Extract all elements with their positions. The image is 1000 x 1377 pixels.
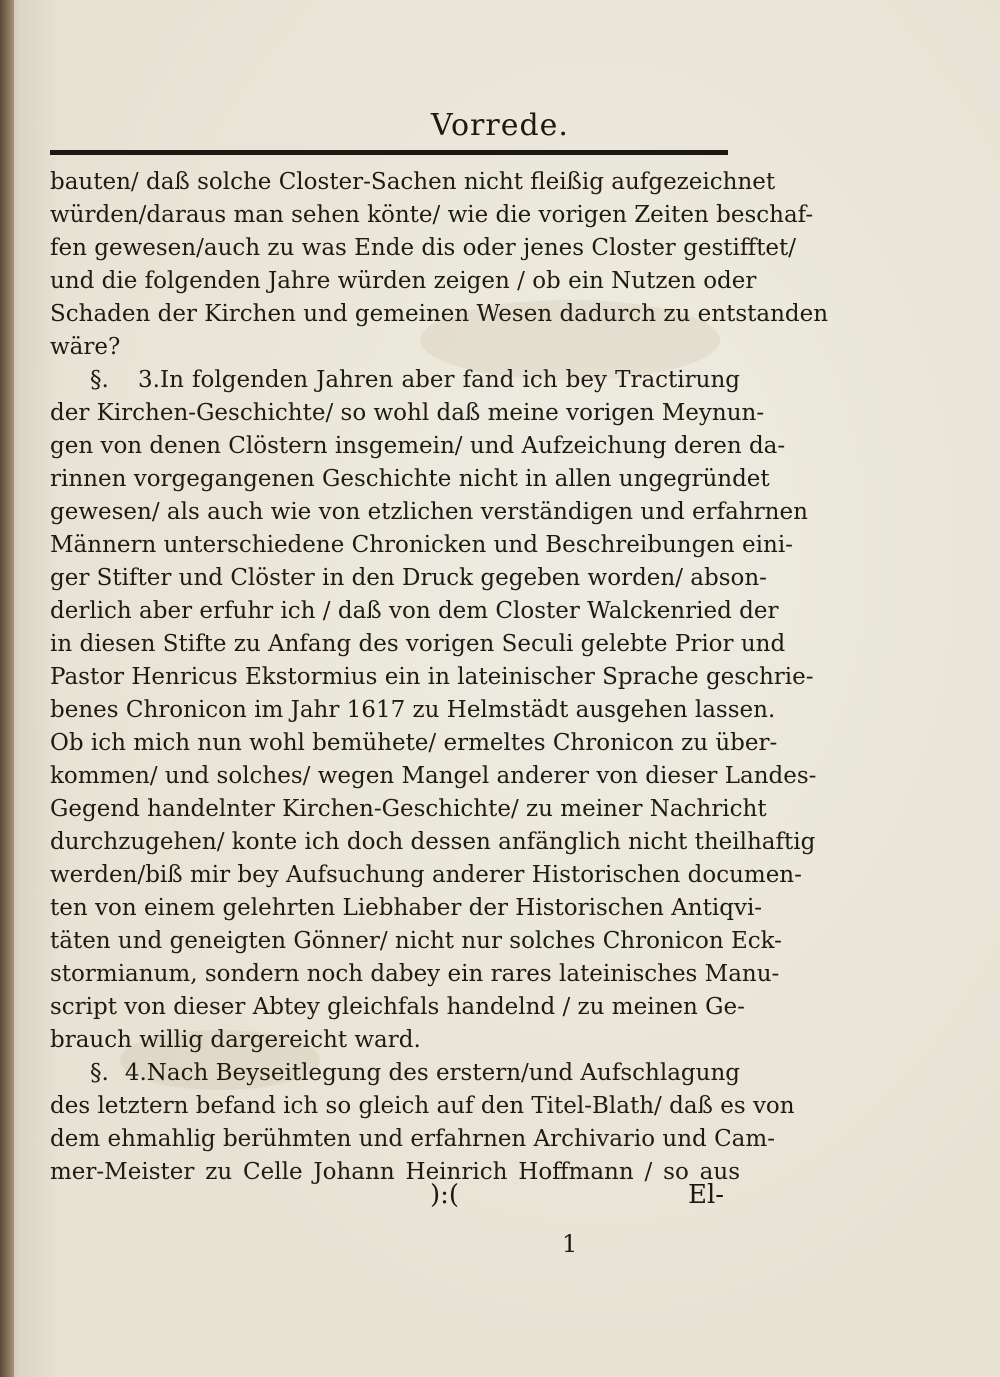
text-line: brauch willig dargereicht ward. (50, 1027, 421, 1053)
text-line: des letztern befand ich so gleich auf den Titel-Blath/ daß es von (50, 1093, 795, 1119)
text-line: ger Stifter und Clöster in den Druck gegeben worden/ abson- (50, 565, 767, 591)
text-line: Pastor Henricus Ekstormius ein in lateinischer Sprache geschrie- (50, 664, 814, 690)
text-line: script von dieser Abtey gleichfals handelnd / zu meinen Ge- (50, 994, 745, 1020)
text-line: ten von einem gelehrten Liebhaber der Historischen Antiqvi- (50, 895, 763, 921)
text-line: Nach Beyseitlegung des erstern/und Aufschlagung (146, 1060, 740, 1086)
text-line: stormianum, sondern noch dabey ein rares lateinisches Manu- (50, 961, 780, 987)
text-line: Ob ich mich nun wohl bemühete/ ermeltes Chronicon zu über- (50, 730, 778, 756)
section-3-number: §. 3. (90, 367, 160, 393)
text-line: fen gewesen/auch zu was Ende dis oder jenes Closter gestifftet/ (50, 235, 797, 261)
text-line: wäre? (50, 334, 121, 360)
page-mark: 1 (562, 1230, 578, 1258)
text-line: in diesen Stifte zu Anfang des vorigen Seculi gelebte Prior und (50, 631, 786, 657)
text-line: rinnen vorgegangenen Geschichte nicht in allen ungegründet (50, 466, 770, 492)
running-header: Vorrede. (431, 108, 569, 143)
text-line: In folgenden Jahren aber fand ich bey Tractirung (160, 367, 740, 393)
text-line: der Kirchen-Geschichte/ so wohl daß meine vorigen Meynun- (50, 400, 765, 426)
text-line: täten und geneigten Gönner/ nicht nur solches Chronicon Eck- (50, 928, 782, 954)
paragraph-3-first-line (50, 364, 740, 397)
text-line: Schaden der Kirchen und gemeinen Wesen dadurch zu entstanden (50, 301, 829, 327)
body-text (50, 166, 829, 1189)
text-line: und die folgenden Jahre würden zeigen / ob ein Nutzen oder (50, 268, 757, 294)
section-4-number: §. 4. (90, 1060, 147, 1086)
text-line: benes Chronicon im Jahr 1617 zu Helmstädt ausgehen lassen. (50, 697, 776, 723)
text-line: derlich aber erfuhr ich / daß von dem Closter Walckenried der (50, 598, 779, 624)
signature-mark: ):( (430, 1180, 460, 1210)
page-gutter-shadow (0, 0, 14, 1377)
text-line: bauten/ daß solche Closter-Sachen nicht fleißig aufgezeichnet (50, 169, 776, 195)
text-line: würden/daraus man sehen könte/ wie die vorigen Zeiten beschaf- (50, 202, 814, 228)
text-line: durchzugehen/ konte ich doch dessen anfänglich nicht theilhaftig (50, 829, 816, 855)
text-line: gewesen/ als auch wie von etzlichen verständigen und erfahrnen (50, 499, 808, 525)
text-line: gen von denen Clöstern insgemein/ und Aufzeichung deren da- (50, 433, 786, 459)
text-line: werden/biß mir bey Aufsuchung anderer Historischen documen- (50, 862, 802, 888)
text-line: mer-Meister zu Celle Johann Heinrich Hoffmann / so aus (50, 1159, 740, 1185)
text-line: kommen/ und solches/ wegen Mangel anderer von dieser Landes- (50, 763, 817, 789)
paragraph-4-first-line (50, 1057, 740, 1090)
header-rule (50, 150, 728, 155)
catchword: El- (688, 1180, 725, 1210)
text-line: Männern unterschiedene Chronicken und Beschreibungen eini- (50, 532, 793, 558)
text-line: Gegend handelnter Kirchen-Geschichte/ zu meiner Nachricht (50, 796, 767, 822)
text-line: dem ehmahlig berühmten und erfahrnen Archivario und Cam- (50, 1126, 775, 1152)
